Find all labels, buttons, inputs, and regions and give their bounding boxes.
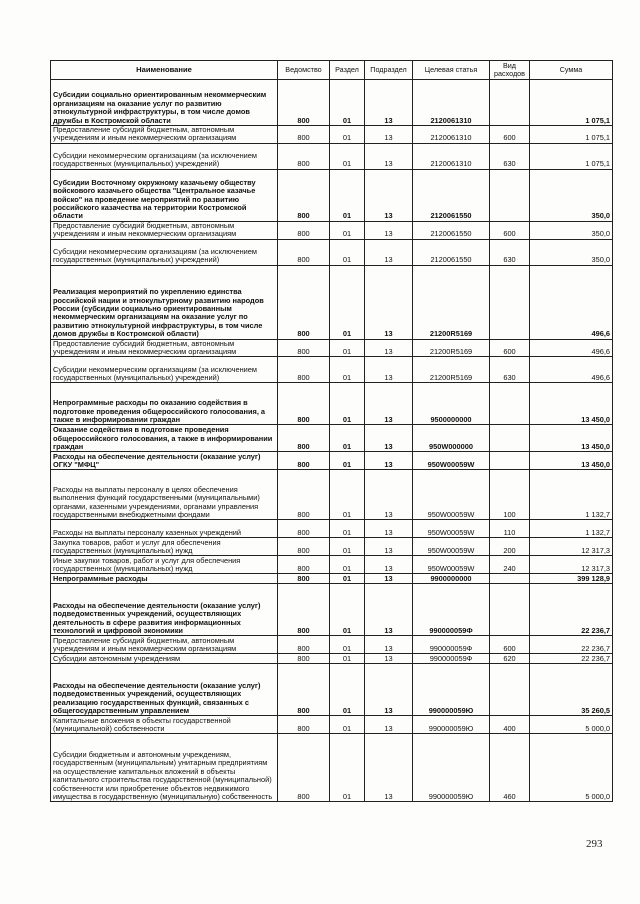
cell-name: Расходы на обеспечение деятельности (оказание услуг) подведомственных учреждений, осуществляющих реализацию государственных функций, связанных с общегосударственным управлением [51,664,278,716]
cell-podrazdel: 13 [365,221,413,239]
cell-celevaya-statya: 990000059Ю [413,734,490,802]
cell-podrazdel: 13 [365,716,413,734]
cell-razdel: 01 [330,584,365,636]
cell-razdel: 01 [330,556,365,574]
cell-vedomstvo: 800 [278,538,330,556]
cell-razdel: 01 [330,520,365,538]
cell-summa: 35 260,5 [530,664,613,716]
table-header-row [51,61,613,80]
cell-name: Расходы на обеспечение деятельности (оказание услуг) подведомственных учреждений, осуществляющих деятельность в сфере развития информационных технологий и цифровой экономики [51,584,278,636]
cell-celevaya-statya: 990000059Ф [413,654,490,664]
cell-celevaya-statya: 950W00059W [413,520,490,538]
cell-name: Непрограммные расходы по оказанию содействия в подготовке проведения общероссийского голосования, а также в информировании граждан [51,383,278,425]
cell-podrazdel: 13 [365,239,413,265]
cell-razdel: 01 [330,383,365,425]
cell-vedomstvo: 800 [278,265,330,339]
cell-summa: 12 317,3 [530,538,613,556]
cell-vid-rashodov [490,383,530,425]
cell-celevaya-statya: 2120061310 [413,143,490,169]
cell-razdel: 01 [330,265,365,339]
cell-summa: 350,0 [530,239,613,265]
cell-podrazdel: 13 [365,169,413,221]
header-vedomstvo: Ведомство [278,61,330,80]
cell-summa: 5 000,0 [530,716,613,734]
cell-vid-rashodov: 600 [490,339,530,357]
cell-vid-rashodov [490,265,530,339]
cell-razdel: 01 [330,221,365,239]
cell-vid-rashodov: 600 [490,126,530,144]
table-body [51,80,613,802]
page-number: 293 [586,838,603,850]
cell-summa: 13 450,0 [530,425,613,452]
cell-podrazdel: 13 [365,383,413,425]
cell-celevaya-statya: 9900000000 [413,574,490,584]
cell-vid-rashodov: 600 [490,636,530,654]
cell-razdel: 01 [330,538,365,556]
table-row [51,126,613,144]
cell-razdel: 01 [330,425,365,452]
cell-vid-rashodov: 460 [490,734,530,802]
cell-podrazdel: 13 [365,143,413,169]
cell-podrazdel: 13 [365,664,413,716]
cell-podrazdel: 13 [365,126,413,144]
cell-vid-rashodov: 110 [490,520,530,538]
cell-name: Капитальные вложения в объекты государственной (муниципальной) собственности [51,716,278,734]
cell-name: Субсидии некоммерческим организациям (за исключением государственных (муниципальных) учреждений) [51,357,278,383]
header-vid-rashodov: Вид расходов [490,61,530,80]
cell-name: Расходы на выплаты персоналу в целях обеспечения выполнения функций государственными (муниципальными) органами, казенными учреждениями, органами управления государственными внебюджетными фондами [51,470,278,520]
table-row [51,339,613,357]
cell-razdel: 01 [330,636,365,654]
cell-summa: 1 132,7 [530,470,613,520]
cell-vedomstvo: 800 [278,556,330,574]
cell-vid-rashodov [490,584,530,636]
cell-celevaya-statya: 950W00059W [413,452,490,470]
cell-celevaya-statya: 9500000000 [413,383,490,425]
cell-razdel: 01 [330,126,365,144]
table-row [51,383,613,425]
cell-summa: 1 075,1 [530,80,613,126]
cell-summa: 1 075,1 [530,143,613,169]
table-row [51,556,613,574]
cell-razdel: 01 [330,664,365,716]
cell-summa: 496,6 [530,357,613,383]
cell-podrazdel: 13 [365,636,413,654]
table-row [51,538,613,556]
cell-summa: 5 000,0 [530,734,613,802]
cell-vid-rashodov: 630 [490,357,530,383]
cell-podrazdel: 13 [365,538,413,556]
header-razdel: Раздел [330,61,365,80]
table-row [51,221,613,239]
cell-name: Субсидии социально ориентированным некоммерческим организациям на оказание услуг по развитию этнокультурной инфраструктуры, в том числе домов дружбы в Костромской области [51,80,278,126]
cell-vedomstvo: 800 [278,126,330,144]
cell-name: Субсидии автономным учреждениям [51,654,278,664]
cell-razdel: 01 [330,574,365,584]
cell-vedomstvo: 800 [278,143,330,169]
cell-vid-rashodov [490,80,530,126]
cell-vedomstvo: 800 [278,584,330,636]
table-row [51,734,613,802]
cell-vid-rashodov: 100 [490,470,530,520]
cell-celevaya-statya: 990000059Ф [413,584,490,636]
cell-name: Закупка товаров, работ и услуг для обеспечения государственных (муниципальных) нужд [51,538,278,556]
cell-summa: 496,6 [530,265,613,339]
cell-name: Субсидии бюджетным и автономным учреждениям, государственным (муниципальным) унитарным предприятиям на осуществление капитальных вложений в объекты капитального строительства государственной (муниципальной) собственности или приобретение объектов недвижимого имущества в государственную (муниципальную) собственность [51,734,278,802]
cell-vid-rashodov: 240 [490,556,530,574]
cell-razdel: 01 [330,169,365,221]
cell-vid-rashodov: 400 [490,716,530,734]
table-row [51,664,613,716]
cell-razdel: 01 [330,143,365,169]
cell-razdel: 01 [330,470,365,520]
cell-celevaya-statya: 950W000000 [413,425,490,452]
cell-celevaya-statya: 2120061550 [413,221,490,239]
cell-summa: 1 075,1 [530,126,613,144]
cell-podrazdel: 13 [365,425,413,452]
cell-name: Расходы на выплаты персоналу казенных учреждений [51,520,278,538]
cell-podrazdel: 13 [365,470,413,520]
cell-name: Реализация мероприятий по укреплению единства российской нации и этнокультурному развитию народов России (субсидии социально ориентированным некоммерческим организациям на оказание услуг по развитию этнокультурной инфраструктуры, в том числе домов дружбы в Костромской области) [51,265,278,339]
cell-vedomstvo: 800 [278,716,330,734]
cell-vedomstvo: 800 [278,654,330,664]
table-row [51,636,613,654]
cell-name: Непрограммные расходы [51,574,278,584]
cell-podrazdel: 13 [365,265,413,339]
cell-vid-rashodov: 630 [490,143,530,169]
cell-summa: 350,0 [530,169,613,221]
cell-vedomstvo: 800 [278,664,330,716]
cell-razdel: 01 [330,339,365,357]
cell-summa: 350,0 [530,221,613,239]
cell-podrazdel: 13 [365,339,413,357]
cell-vedomstvo: 800 [278,357,330,383]
cell-vid-rashodov [490,664,530,716]
cell-razdel: 01 [330,452,365,470]
table-row [51,574,613,584]
cell-name: Предоставление субсидий бюджетным, автономным учреждениям и иным некоммерческим организациям [51,339,278,357]
cell-podrazdel: 13 [365,654,413,664]
cell-summa: 22 236,7 [530,654,613,664]
cell-razdel: 01 [330,654,365,664]
table-row [51,470,613,520]
cell-name: Предоставление субсидий бюджетным, автономным учреждениям и иным некоммерческим организациям [51,221,278,239]
table-row [51,80,613,126]
cell-vid-rashodov: 200 [490,538,530,556]
cell-vid-rashodov [490,574,530,584]
cell-podrazdel: 13 [365,584,413,636]
cell-celevaya-statya: 2120061310 [413,126,490,144]
cell-vedomstvo: 800 [278,636,330,654]
cell-celevaya-statya: 2120061550 [413,169,490,221]
cell-summa: 496,6 [530,339,613,357]
budget-table [50,60,613,802]
cell-vedomstvo: 800 [278,80,330,126]
header-podrazdel: Подраздел [365,61,413,80]
table-row [51,265,613,339]
header-celevaya-statya: Целевая статья [413,61,490,80]
cell-vid-rashodov: 620 [490,654,530,664]
cell-vedomstvo: 800 [278,339,330,357]
cell-vid-rashodov [490,425,530,452]
table-row [51,143,613,169]
table-row [51,654,613,664]
cell-razdel: 01 [330,357,365,383]
cell-podrazdel: 13 [365,80,413,126]
cell-podrazdel: 13 [365,574,413,584]
table-row [51,452,613,470]
table-row [51,425,613,452]
cell-summa: 13 450,0 [530,383,613,425]
cell-celevaya-statya: 990000059Ю [413,716,490,734]
cell-summa: 12 317,3 [530,556,613,574]
cell-name: Субсидии некоммерческим организациям (за исключением государственных (муниципальных) учреждений) [51,143,278,169]
cell-razdel: 01 [330,716,365,734]
cell-celevaya-statya: 21200R5169 [413,357,490,383]
cell-vedomstvo: 800 [278,452,330,470]
cell-vedomstvo: 800 [278,470,330,520]
cell-summa: 13 450,0 [530,452,613,470]
header-name: Наименование [51,61,278,80]
table-row [51,239,613,265]
cell-vedomstvo: 800 [278,520,330,538]
cell-celevaya-statya: 990000059Ф [413,636,490,654]
cell-razdel: 01 [330,80,365,126]
cell-celevaya-statya: 21200R5169 [413,339,490,357]
cell-podrazdel: 13 [365,452,413,470]
cell-vedomstvo: 800 [278,169,330,221]
cell-name: Расходы на обеспечение деятельности (оказание услуг) ОГКУ "МФЦ" [51,452,278,470]
cell-razdel: 01 [330,239,365,265]
cell-celevaya-statya: 2120061310 [413,80,490,126]
cell-celevaya-statya: 21200R5169 [413,265,490,339]
table-row [51,357,613,383]
table-row [51,520,613,538]
cell-summa: 1 132,7 [530,520,613,538]
cell-celevaya-statya: 2120061550 [413,239,490,265]
cell-summa: 22 236,7 [530,636,613,654]
cell-name: Предоставление субсидий бюджетным, автономным учреждениям и иным некоммерческим организациям [51,126,278,144]
cell-name: Оказание содействия в подготовке проведения общероссийского голосования, а также в информировании граждан [51,425,278,452]
header-summa: Сумма [530,61,613,80]
cell-podrazdel: 13 [365,520,413,538]
cell-celevaya-statya: 950W00059W [413,556,490,574]
cell-vid-rashodov [490,169,530,221]
cell-celevaya-statya: 990000059Ю [413,664,490,716]
cell-name: Субсидии Восточному окружному казачьему обществу войскового казачьего общества "Центральное казачье войско" на проведение мероприятий по развитию российского казачества на территории Костромской области [51,169,278,221]
table-row [51,584,613,636]
cell-vedomstvo: 800 [278,574,330,584]
cell-vedomstvo: 800 [278,221,330,239]
table-row [51,169,613,221]
cell-vedomstvo: 800 [278,425,330,452]
cell-vid-rashodov: 600 [490,221,530,239]
cell-summa: 399 128,9 [530,574,613,584]
cell-podrazdel: 13 [365,734,413,802]
cell-vid-rashodov: 630 [490,239,530,265]
cell-vid-rashodov [490,452,530,470]
cell-vedomstvo: 800 [278,383,330,425]
cell-vedomstvo: 800 [278,239,330,265]
cell-name: Субсидии некоммерческим организациям (за исключением государственных (муниципальных) учреждений) [51,239,278,265]
cell-celevaya-statya: 950W00059W [413,538,490,556]
cell-celevaya-statya: 950W00059W [413,470,490,520]
cell-podrazdel: 13 [365,357,413,383]
cell-summa: 22 236,7 [530,584,613,636]
cell-vedomstvo: 800 [278,734,330,802]
cell-name: Иные закупки товаров, работ и услуг для обеспечения государственных (муниципальных) нужд [51,556,278,574]
table-row [51,716,613,734]
cell-podrazdel: 13 [365,556,413,574]
cell-name: Предоставление субсидий бюджетным, автономным учреждениям и иным некоммерческим организациям [51,636,278,654]
cell-razdel: 01 [330,734,365,802]
